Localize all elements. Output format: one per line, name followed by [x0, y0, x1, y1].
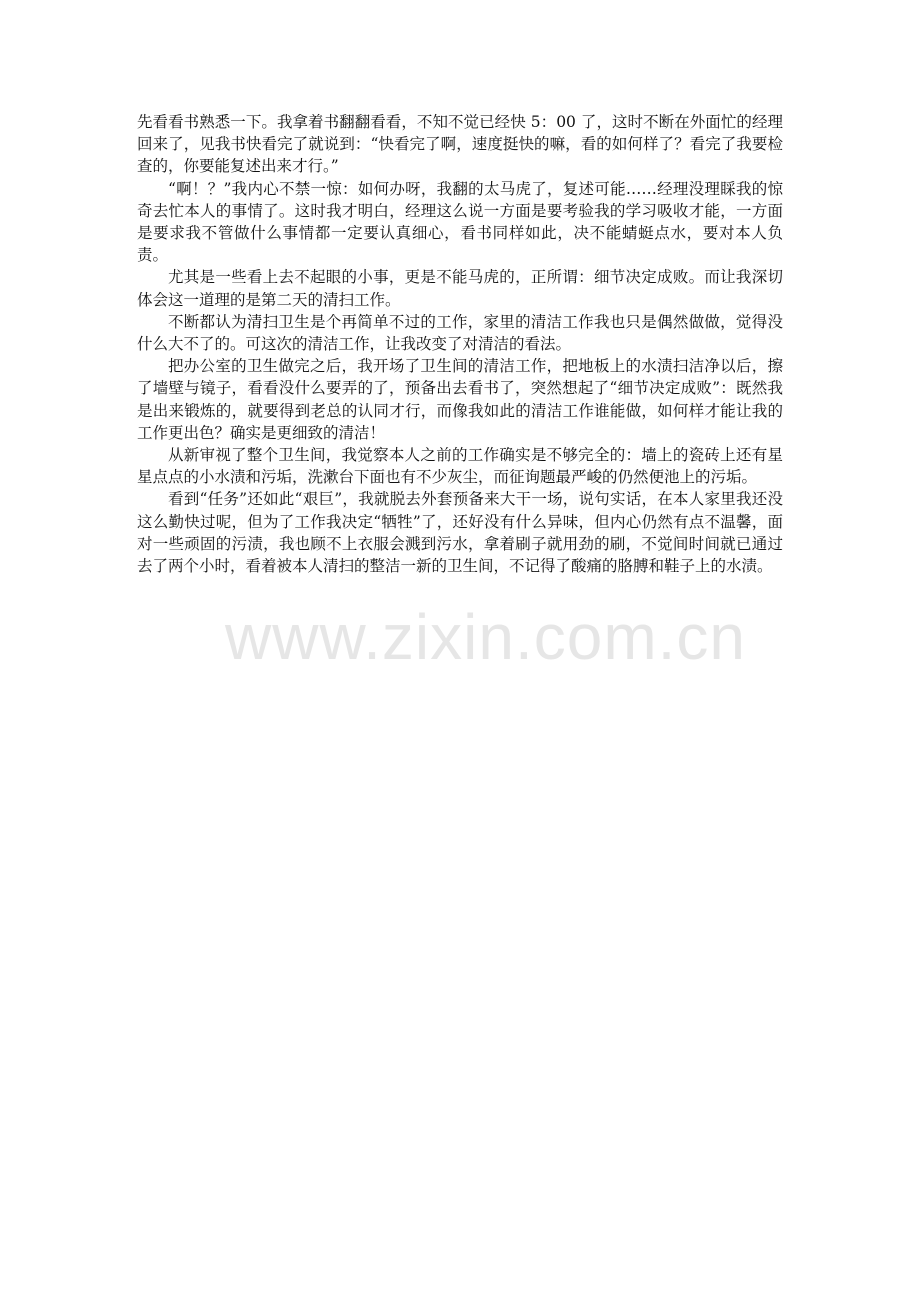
paragraph-1: 先看看书熟悉一下。我拿着书翻翻看看，不知不觉已经快 5：00 了，这时不断在外面忙的经理回来了，见我书快看完了就说到：“快看完了啊，速度挺快的嘛，看的如何样了？看完了我要检查的，你要能复述出来才行。”	[137, 113, 783, 176]
paragraph-4: 不断都认为清扫卫生是个再简单不过的工作，家里的清洁工作我也只是偶然做做，觉得没什么大不了的。可这次的清洁工作，让我改变了对清洁的看法。	[137, 312, 783, 354]
paragraph-6: 从新审视了整个卫生间，我觉察本人之前的工作确实是不够完全的：墙上的瓷砖上还有星星点点的小水渍和污垢，洗漱台下面也有不少灰尘，而征询题最严峻的仍然便池上的污垢。	[137, 446, 783, 487]
paragraph-5: 把办公室的卫生做完之后，我开场了卫生间的清洁工作，把地板上的水渍扫洁净以后，擦了墙壁与镜子，看看没什么要弄的了，预备出去看书了，突然想起了“细节决定成败”：既然我是出来锻炼的，就要得到老总的认同才行，而像我如此的清洁工作谁能做，如何样才能让我的工作更出色？确实是更细致的清洁！	[137, 357, 783, 442]
paragraph-7: 看到“任务”还如此“艰巨”，我就脱去外套预备来大干一场，说句实话，在本人家里我还没这么勤快过呢，但为了工作我决定“牺牲”了，还好没有什么异味，但内心仍然有点不温馨，面对一些顽固的污渍，我也顾不上衣服会溅到污水，拿着刷子就用劲的刷，不觉间时间就已通过去了两个小时，看着被本人清扫的整洁一新的卫生间，不记得了酸痛的胳膊和鞋子上的水渍。	[137, 490, 783, 576]
paragraph-3: 尤其是一些看上去不起眼的小事，更是不能马虎的，正所谓：细节决定成败。而让我深切体会这一道理的是第二天的清扫工作。	[137, 268, 783, 309]
paragraph-2: “啊！？”我内心不禁一惊：如何办呀，我翻的太马虎了，复述可能……经理没理睬我的惊奇去忙本人的事情了。这时我才明白，经理这么说一方面是要考验我的学习吸收才能，一方面是要求我不管做什么事情都一定要认真细心，看书同样如此，决不能蜻蜓点水，要对本人负责。	[137, 179, 783, 265]
document-body	[137, 111, 783, 577]
watermark-text: www.zixin.com.cn	[225, 601, 746, 673]
